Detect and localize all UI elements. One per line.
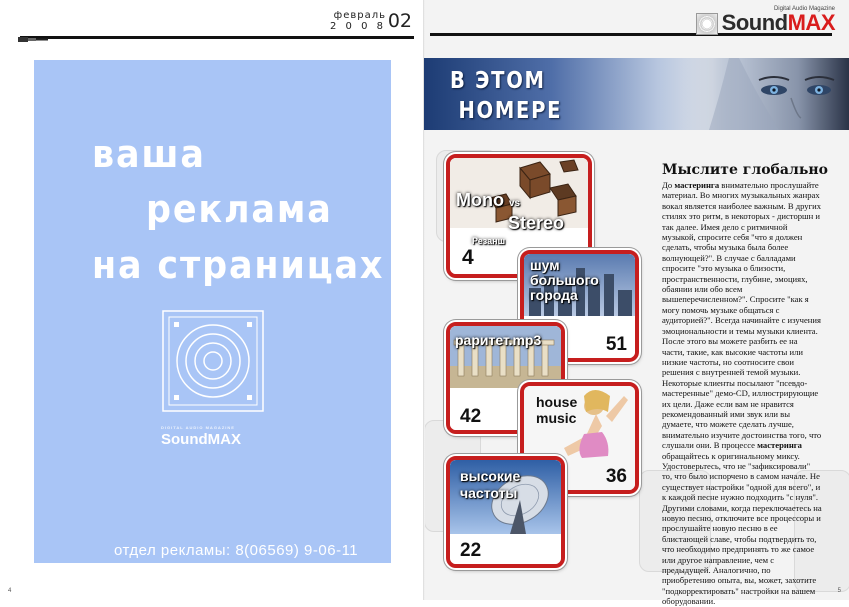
- issue-month: февраль: [333, 10, 386, 21]
- ad-brand-max: MAX: [207, 431, 241, 448]
- card-title-city-noise: шум большого города: [530, 257, 599, 303]
- banner-line-1: В ЭТОМ: [450, 68, 546, 94]
- contents-card-high-freq[interactable]: [446, 456, 565, 568]
- banner-title: [450, 66, 562, 126]
- ad-line-3: на страницах: [92, 243, 385, 287]
- card-page-number: 4: [462, 246, 474, 269]
- card-page-number: 36: [605, 466, 627, 487]
- page-number-left: 4: [8, 588, 12, 594]
- issue-year: 2 0 0 8: [330, 21, 386, 32]
- header-rule: [20, 36, 414, 39]
- magazine-logo: [722, 6, 835, 36]
- issue-date: [330, 10, 410, 32]
- card-title-house-music: house music: [536, 394, 578, 426]
- speaker-logo-icon: [162, 310, 264, 420]
- logo-sound: Sound: [721, 10, 788, 35]
- ad-line-2: реклама: [146, 187, 333, 231]
- ad-brand-sound: Sound: [161, 431, 208, 448]
- card-title-stereo: Stereo: [508, 213, 565, 233]
- card-page-number: 42: [460, 406, 482, 427]
- card-title-mono: Mono vs: [456, 190, 521, 210]
- logo-subtitle: Digital Audio Magazine: [773, 6, 835, 12]
- ad-contact-phone: отдел рекламы: 8(06569) 9-06-11: [114, 542, 359, 559]
- banner-line-2: НОМЕРЕ: [458, 98, 563, 124]
- issue-number: 02: [387, 10, 412, 32]
- card-title-high-freq: высокие частоты: [460, 468, 521, 501]
- article-bold-term: мастеринга: [757, 440, 802, 451]
- card-page-number: 22: [460, 540, 482, 561]
- ad-line-1: ваша: [92, 132, 206, 176]
- ad-brand-logo: [161, 425, 241, 448]
- article: [662, 162, 828, 607]
- article-bold-term: мастеринга: [674, 180, 720, 190]
- contents-banner: [424, 58, 849, 130]
- logo-max: MAX: [787, 10, 835, 35]
- ad-brand-tagline: DIGITAL AUDIO MAGAZINE: [161, 425, 235, 430]
- page-number-right: 5: [837, 588, 841, 594]
- woman-face-photo: [679, 58, 849, 130]
- card-title-rarity: раритет.mp3: [455, 332, 542, 348]
- left-page: [0, 0, 424, 600]
- card-subtitle: Резанш: [472, 236, 506, 246]
- article-title: Мыслите глобально: [662, 162, 828, 178]
- article-body: До мастеринга внимательно прослушайте материал. Во многих музыкальных жанрах вокал является наиболее важным. В других стилях это ритм, в некоторых - дисторшн и так далее. Имея дело с ритмичной музыкой, спросите себя "что я должен сделать, чтобы музыка была более волнующей?". В случае с балладами спросите "это музыка о близости, пространственности, глубине, эмоциях, обаянии или обо всем вышеперечисленном?". Спросите "как я могу помочь музыке общаться с аудиторией?". Всегда начинайте с изучения эмоциональности и темы музыки клиента. После этого вы можете разбить ее на части, такие, как высокие частоты или низкие частоты, но соотносите свои решения с внутренней темой музыки. Некоторые клиенты посылают "псевдо-мастеренные" демо-CD, иллюстрирующие их цели. Даже если вам не нравится рекомендованный ими звук или вы думаете, что можете сделать лучше, внимательно изучите достоинства того, что слушали они. В процессе мастеринга обращайтесь к оригинальному миксу. Удостоверьтесь, что не "зафиксировали" то, что было испорчено в самом начале. Не существует настройки "одной для всего", и к каждой песне нужно подходить "с нуля". Другими словами, когда переключаетесь на новую песню, отключите все процессоры и прослушайте новую песню в ее блистающей славе, чтобы подтвердить то, что необходимо предпринять то же самое или другое направление, чем с предыдущей. Аналогично, по приобретению опыта, вы, может, захотите "подкорректировать" настройки на вашем оборудовании.: [662, 180, 822, 607]
- card-page-number: 51: [605, 334, 627, 355]
- advertisement-block[interactable]: [34, 60, 391, 563]
- disc-logo-icon: [696, 13, 718, 35]
- cable-plug-icon: [18, 34, 48, 44]
